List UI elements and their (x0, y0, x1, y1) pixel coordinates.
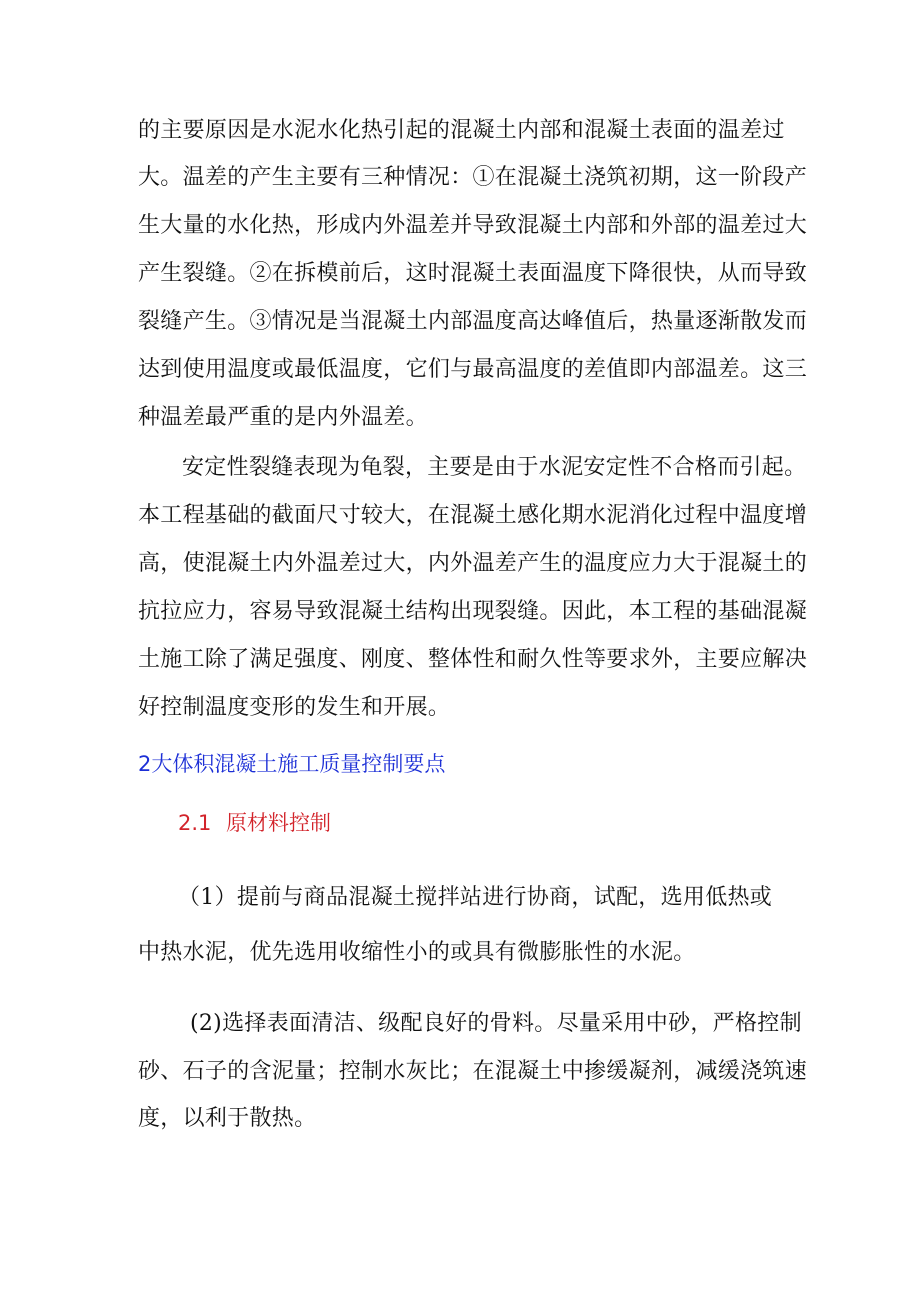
paragraph1-line-7: 种温差最严重的是内外温差。 (138, 405, 428, 430)
paragraph2-line-6: 好控制温度变形的发生和开展。 (138, 695, 451, 720)
subsection-title: 原材料控制 (226, 811, 331, 835)
item2-line-1: (2)选择表面清洁、级配良好的骨料。尽量采用中砂，严格控制 (190, 1011, 802, 1036)
paragraph1-line-3: 生大量的水化热，形成内外温差并导致混凝土内部和外部的温差过大 (138, 213, 808, 238)
item2-line-2: 砂、石子的含泥量；控制水灰比；在混凝土中掺缓凝剂，减缓浇筑速 (138, 1059, 808, 1084)
paragraph1-line-4: 产生裂缝。②在拆模前后，这时混凝土表面温度下降很快，从而导致 (138, 261, 808, 286)
section-heading: 2大体积混凝土施工质量控制要点 (138, 752, 446, 776)
paragraph2-line-4: 抗拉应力，容易导致混凝土结构出现裂缝。因此，本工程的基础混凝 (138, 599, 808, 624)
item1-line-2: 中热水泥，优先选用收缩性小的或具有微膨胀性的水泥。 (138, 940, 696, 965)
subsection-number: 2.1 (178, 811, 212, 835)
paragraph2-line-3: 高，使混凝土内外温差过大，内外温差产生的温度应力大于混凝土的 (138, 551, 808, 576)
item1-line-1: （1）提前与商品混凝土搅拌站进行协商，试配，选用低热或 (178, 885, 773, 910)
paragraph1-line-1: 的主要原因是水泥水化热引起的混凝土内部和混凝土表面的温差过 (138, 118, 785, 143)
paragraph1-line-6: 达到使用温度或最低温度，它们与最高温度的差值即内部温差。这三 (138, 357, 808, 382)
paragraph2-line-1: 安定性裂缝表现为龟裂，主要是由于水泥安定性不合格而引起。 (182, 455, 807, 480)
paragraph1-line-2: 大。温差的产生主要有三种情况：①在混凝土浇筑初期，这一阶段产 (138, 165, 808, 190)
paragraph1-line-5: 裂缝产生。③情况是当混凝土内部温度高达峰值后，热量逐渐散发而 (138, 309, 808, 334)
paragraph2-line-5: 土施工除了满足强度、刚度、整体性和耐久性等要求外，主要应解决 (138, 647, 808, 672)
item2-line-3: 度，以利于散热。 (138, 1106, 317, 1131)
paragraph2-line-2: 本工程基础的截面尺寸较大，在混凝土感化期水泥消化过程中温度增 (138, 503, 808, 528)
subsection-heading (178, 808, 331, 838)
